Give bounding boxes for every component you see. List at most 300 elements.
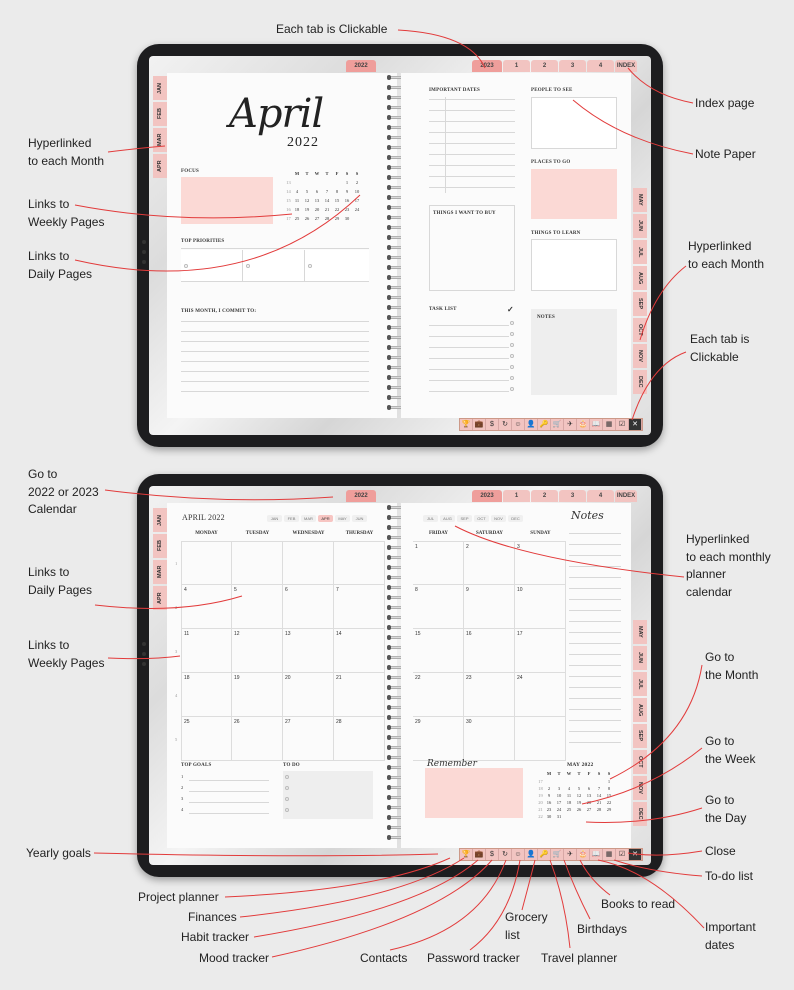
day-cell[interactable]: 23 — [546, 807, 552, 812]
day-cell[interactable]: 1 — [607, 779, 611, 784]
day-cell[interactable]: 14 — [324, 198, 330, 203]
commit-line[interactable] — [181, 391, 369, 392]
day-cell[interactable]: 30 — [344, 216, 350, 221]
day-cell[interactable] — [594, 813, 604, 820]
day-cell[interactable]: 10 — [354, 189, 360, 194]
habit-icon[interactable]: ↻ — [499, 849, 512, 860]
tab-2022[interactable]: 2022 — [346, 60, 376, 72]
notes-line[interactable] — [569, 643, 621, 644]
tab-3[interactable]: 3 — [559, 60, 586, 72]
tab-2023[interactable]: 2023 — [472, 490, 502, 502]
day-cell[interactable]: 1 — [345, 180, 349, 185]
month-chip-jun[interactable]: JUN — [352, 515, 367, 522]
day-cell[interactable] — [334, 541, 385, 585]
day-cell[interactable] — [292, 178, 302, 187]
screen — [149, 56, 651, 435]
day-cell[interactable]: 17 — [515, 629, 566, 673]
annotation-todo-list: To-do list — [705, 869, 754, 883]
month-chip-dec[interactable]: DEC — [508, 515, 523, 522]
day-cell[interactable]: 25 — [566, 807, 572, 812]
goal-number: 1 — [181, 774, 184, 779]
remember-box[interactable] — [425, 768, 523, 818]
task-checkbox[interactable] — [510, 387, 514, 391]
day-cell[interactable]: 30 — [546, 814, 552, 819]
task-checkbox[interactable] — [510, 365, 514, 369]
notes-line[interactable] — [569, 599, 621, 600]
tab-jan[interactable]: JAN — [153, 76, 167, 100]
tab-jan[interactable]: JAN — [153, 508, 167, 532]
notes-line[interactable] — [569, 720, 621, 721]
things-learn-box[interactable] — [531, 239, 617, 291]
tab-2[interactable]: 2 — [531, 490, 558, 502]
day-cell[interactable]: 13 — [283, 629, 334, 673]
day-cell[interactable]: 9 — [547, 793, 551, 798]
tab-apr[interactable]: APR — [153, 586, 167, 610]
tab-1[interactable]: 1 — [503, 490, 530, 502]
day-cell[interactable] — [515, 717, 566, 761]
day-cell[interactable]: 17 — [556, 800, 562, 805]
day-cell[interactable]: 4 — [567, 786, 571, 791]
trophy-icon[interactable]: 🏆 — [460, 419, 473, 430]
week-number[interactable]: 20 — [538, 800, 543, 805]
task-checkbox[interactable] — [510, 332, 514, 336]
day-cell[interactable] — [332, 178, 342, 187]
day-cell[interactable] — [584, 813, 594, 820]
day-cell[interactable]: 28 — [334, 717, 385, 761]
day-cell[interactable] — [584, 778, 594, 785]
places-to-go-box[interactable] — [531, 169, 617, 219]
cake-icon[interactable]: 🎂 — [577, 849, 590, 860]
day-cell[interactable]: 6 — [587, 786, 591, 791]
day-cell[interactable]: 3 — [557, 786, 561, 791]
tab-3[interactable]: 3 — [559, 490, 586, 502]
notes-line[interactable] — [569, 544, 621, 545]
task-line[interactable] — [429, 336, 509, 337]
calendar-icon[interactable]: ▦ — [603, 419, 616, 430]
day-cell[interactable]: 21 — [334, 673, 385, 717]
cart-icon[interactable]: 🛒 — [551, 419, 564, 430]
month-chip-oct[interactable]: OCT — [474, 515, 489, 522]
week-number[interactable]: 5 — [175, 737, 178, 742]
week-number[interactable]: 14 — [286, 189, 291, 194]
month-chip-aug[interactable]: AUG — [440, 515, 455, 522]
day-cell[interactable] — [594, 778, 604, 785]
notes-line[interactable] — [569, 654, 621, 655]
task-line[interactable] — [429, 369, 509, 370]
book-icon[interactable]: 📖 — [590, 849, 603, 860]
day-cell[interactable]: 16 — [546, 800, 552, 805]
month-chip-may[interactable]: MAY — [335, 515, 350, 522]
day-cell[interactable]: 7 — [334, 585, 385, 629]
tab-1[interactable]: 1 — [503, 60, 530, 72]
day-cell[interactable]: 25 — [181, 717, 232, 761]
camera-dot — [142, 662, 146, 666]
commit-label: THIS MONTH, I COMMIT TO: — [181, 309, 257, 314]
day-cell[interactable]: 11 — [181, 629, 232, 673]
briefcase-icon[interactable]: 💼 — [473, 849, 486, 860]
day-cell[interactable] — [574, 813, 584, 820]
day-cell[interactable]: 29 — [413, 717, 464, 761]
week-number[interactable]: 15 — [286, 198, 291, 203]
commit-line[interactable] — [181, 341, 369, 342]
day-cell[interactable]: 5 — [305, 189, 309, 194]
tab-may[interactable]: MAY — [633, 188, 647, 212]
tab-aug[interactable]: AUG — [633, 698, 647, 722]
notes-box[interactable] — [531, 309, 617, 395]
day-cell[interactable]: 9 — [464, 585, 515, 629]
tab-4[interactable]: 4 — [587, 60, 614, 72]
day-cell[interactable]: 7 — [597, 786, 601, 791]
close-icon[interactable]: ✕ — [629, 419, 642, 430]
day-cell[interactable]: 11 — [566, 793, 572, 798]
priority-cell-2[interactable] — [243, 250, 305, 282]
goal-line[interactable] — [189, 791, 269, 792]
bottom-toolbar — [459, 848, 643, 861]
notes-line[interactable] — [569, 577, 621, 578]
day-cell[interactable]: 1 — [413, 541, 464, 585]
day-cell[interactable]: 14 — [334, 629, 385, 673]
day-cell[interactable]: 22 — [413, 673, 464, 717]
month-chip-nov[interactable]: NOV — [491, 515, 506, 522]
day-cell[interactable] — [352, 214, 362, 223]
tab-index[interactable]: INDEX — [615, 60, 637, 72]
month-chip-feb[interactable]: FEB — [284, 515, 299, 522]
commit-line[interactable] — [181, 321, 369, 322]
tab-jun[interactable]: JUN — [633, 646, 647, 670]
todo-checkbox[interactable] — [285, 775, 289, 779]
month-chip-apr[interactable]: APR — [318, 515, 333, 522]
day-cell[interactable]: 20 — [283, 673, 334, 717]
day-cell[interactable]: 2 — [547, 786, 551, 791]
day-cell[interactable]: 29 — [334, 216, 340, 221]
cake-icon[interactable]: 🎂 — [577, 419, 590, 430]
task-line[interactable] — [429, 325, 509, 326]
day-cell[interactable]: 27 — [586, 807, 592, 812]
book-icon[interactable]: 📖 — [590, 419, 603, 430]
month-title-script: April — [229, 91, 324, 137]
dollar-icon[interactable]: $ — [486, 419, 499, 430]
day-cell[interactable]: 24 — [515, 673, 566, 717]
commit-line[interactable] — [181, 331, 369, 332]
mood-icon[interactable]: ☺ — [512, 419, 525, 430]
day-cell[interactable]: 5 — [232, 585, 283, 629]
contacts-icon[interactable]: 👤 — [525, 849, 538, 860]
task-line[interactable] — [429, 380, 509, 381]
todo-checkbox[interactable] — [285, 786, 289, 790]
week-number[interactable]: 1 — [175, 561, 178, 566]
tab-aug[interactable]: AUG — [633, 266, 647, 290]
day-cell[interactable]: 4 — [181, 585, 232, 629]
day-cell[interactable]: 18 — [181, 673, 232, 717]
week-number[interactable]: 16 — [286, 207, 291, 212]
day-cell[interactable]: 13 — [586, 793, 592, 798]
task-checkbox[interactable] — [510, 376, 514, 380]
day-cell[interactable]: 14 — [596, 793, 602, 798]
priority-cell-3[interactable] — [305, 250, 369, 282]
tab-sep[interactable]: SEP — [633, 724, 647, 748]
week-number[interactable]: 13 — [286, 180, 291, 185]
notes-line[interactable] — [569, 687, 621, 688]
day-cell[interactable]: 19 — [576, 800, 582, 805]
notes-line[interactable] — [569, 555, 621, 556]
day-cell[interactable] — [302, 178, 312, 187]
mini-calendar-title[interactable]: MAY 2022 — [567, 762, 594, 768]
tab-may[interactable]: MAY — [633, 620, 647, 644]
annotation-travel-planner: Travel planner — [541, 951, 618, 965]
important-dates-label: IMPORTANT DATES — [429, 88, 481, 93]
day-cell[interactable]: 15 — [334, 198, 340, 203]
day-cell[interactable]: 21 — [324, 207, 330, 212]
left-page — [167, 503, 397, 848]
todo-checkbox[interactable] — [285, 808, 289, 812]
date-line[interactable] — [429, 132, 515, 133]
tab-feb[interactable]: FEB — [153, 534, 167, 558]
tab-jun[interactable]: JUN — [633, 214, 647, 238]
day-cell[interactable]: 27 — [314, 216, 320, 221]
day-cell[interactable]: 10 — [556, 793, 562, 798]
goal-line[interactable] — [189, 813, 269, 814]
tab-nov[interactable]: NOV — [633, 776, 647, 800]
day-cell[interactable]: 17 — [354, 198, 360, 203]
tab-2023[interactable]: 2023 — [472, 60, 502, 72]
tab-2[interactable]: 2 — [531, 60, 558, 72]
day-cell[interactable]: 12 — [576, 793, 582, 798]
focus-label: FOCUS — [181, 169, 199, 174]
checkbox[interactable] — [246, 264, 250, 268]
checkbox[interactable] — [184, 264, 188, 268]
tab-2022[interactable]: 2022 — [346, 490, 376, 502]
commit-line[interactable] — [181, 381, 369, 382]
cart-icon[interactable]: 🛒 — [551, 849, 564, 860]
day-cell[interactable]: 3 — [515, 541, 566, 585]
day-cell[interactable]: 21 — [596, 800, 602, 805]
tab-dec[interactable]: DEC — [633, 802, 647, 826]
day-cell[interactable]: 19 — [232, 673, 283, 717]
tab-oct[interactable]: OCT — [633, 318, 647, 342]
notes-line[interactable] — [569, 665, 621, 666]
week-number[interactable]: 19 — [538, 793, 543, 798]
checklist-icon[interactable]: ☑ — [616, 849, 629, 860]
todo-checkbox[interactable] — [285, 797, 289, 801]
day-header: S — [607, 771, 611, 776]
people-to-see-box[interactable] — [531, 97, 617, 149]
week-number[interactable]: 17 — [538, 779, 543, 784]
divider — [181, 248, 369, 249]
day-cell[interactable] — [544, 778, 554, 785]
task-checkbox[interactable] — [510, 343, 514, 347]
mini-calendar-april — [285, 169, 362, 223]
plane-icon[interactable]: ✈ — [564, 419, 577, 430]
commit-line[interactable] — [181, 361, 369, 362]
month-chip-jan[interactable]: JAN — [267, 515, 282, 522]
day-cell[interactable]: 13 — [314, 198, 320, 203]
day-cell[interactable]: 22 — [334, 207, 340, 212]
day-cell[interactable]: 31 — [556, 814, 562, 819]
calendar-icon[interactable]: ▦ — [603, 849, 616, 860]
day-cell[interactable]: 5 — [577, 786, 581, 791]
day-cell[interactable]: 10 — [515, 585, 566, 629]
day-cell[interactable] — [312, 178, 322, 187]
day-cell[interactable]: 27 — [283, 717, 334, 761]
tab-oct[interactable]: OCT — [633, 750, 647, 774]
day-cell[interactable]: 20 — [586, 800, 592, 805]
task-line[interactable] — [429, 391, 509, 392]
tab-sep[interactable]: SEP — [633, 292, 647, 316]
tab-mar[interactable]: MAR — [153, 560, 167, 584]
checkbox[interactable] — [308, 264, 312, 268]
checklist-icon[interactable]: ☑ — [616, 419, 629, 430]
close-icon[interactable]: ✕ — [629, 849, 642, 860]
day-cell[interactable]: 7 — [325, 189, 329, 194]
notes-line[interactable] — [569, 698, 621, 699]
day-header-monday: MONDAY — [195, 531, 218, 536]
day-cell[interactable]: 30 — [464, 717, 515, 761]
tab-mar[interactable]: MAR — [153, 128, 167, 152]
notes-line[interactable] — [569, 632, 621, 633]
notes-line[interactable] — [569, 610, 621, 611]
tab-index[interactable]: INDEX — [615, 490, 637, 502]
notes-line[interactable] — [569, 731, 621, 732]
date-line[interactable] — [429, 143, 515, 144]
todo-box[interactable] — [283, 771, 373, 819]
priority-cell-1[interactable] — [181, 250, 243, 282]
day-cell[interactable] — [181, 541, 232, 585]
day-cell[interactable]: 15 — [606, 793, 612, 798]
day-cell[interactable]: 26 — [232, 717, 283, 761]
day-cell[interactable] — [564, 813, 574, 820]
tab-jul[interactable]: JUL — [633, 240, 647, 264]
day-cell[interactable]: 20 — [314, 207, 320, 212]
contacts-icon[interactable]: 👤 — [525, 419, 538, 430]
notes-line[interactable] — [569, 676, 621, 677]
task-line[interactable] — [429, 358, 509, 359]
day-cell[interactable]: 12 — [304, 198, 310, 203]
date-line[interactable] — [429, 165, 515, 166]
left-page — [167, 73, 397, 418]
day-cell[interactable]: 4 — [295, 189, 299, 194]
goal-line[interactable] — [189, 780, 269, 781]
day-cell[interactable]: 18 — [294, 207, 300, 212]
week-number[interactable]: 4 — [175, 693, 178, 698]
notes-line[interactable] — [569, 742, 621, 743]
week-number[interactable]: 22 — [538, 814, 543, 819]
day-cell[interactable]: 16 — [344, 198, 350, 203]
day-cell[interactable]: 8 — [607, 786, 611, 791]
task-line[interactable] — [429, 347, 509, 348]
date-line[interactable] — [429, 154, 515, 155]
day-cell[interactable] — [564, 778, 574, 785]
dollar-icon[interactable]: $ — [486, 849, 499, 860]
mood-icon[interactable]: ☺ — [512, 849, 525, 860]
day-cell[interactable]: 23 — [344, 207, 350, 212]
habit-icon[interactable]: ↻ — [499, 419, 512, 430]
notes-line[interactable] — [569, 533, 621, 534]
day-cell[interactable]: 18 — [566, 800, 572, 805]
day-cell[interactable]: 16 — [464, 629, 515, 673]
day-cell[interactable]: 24 — [556, 807, 562, 812]
date-line[interactable] — [429, 121, 515, 122]
notes-line[interactable] — [569, 709, 621, 710]
tab-nov[interactable]: NOV — [633, 344, 647, 368]
goal-number: 3 — [181, 796, 184, 801]
day-cell[interactable]: 19 — [304, 207, 310, 212]
date-line[interactable] — [429, 176, 515, 177]
day-cell[interactable]: 9 — [345, 189, 349, 194]
tab-apr[interactable]: APR — [153, 154, 167, 178]
day-cell[interactable] — [604, 813, 614, 820]
commit-line[interactable] — [181, 371, 369, 372]
day-cell[interactable] — [322, 178, 332, 187]
day-cell[interactable]: 24 — [354, 207, 360, 212]
notes-line[interactable] — [569, 566, 621, 567]
day-cell[interactable]: 26 — [304, 216, 310, 221]
goal-line[interactable] — [189, 802, 269, 803]
key-icon[interactable]: 🔑 — [538, 849, 551, 860]
focus-box[interactable] — [181, 177, 273, 224]
tab-feb[interactable]: FEB — [153, 102, 167, 126]
day-cell[interactable]: 15 — [413, 629, 464, 673]
day-cell[interactable]: 12 — [232, 629, 283, 673]
week-number[interactable]: 18 — [538, 786, 543, 791]
commit-line[interactable] — [181, 351, 369, 352]
day-cell[interactable]: 11 — [294, 198, 300, 203]
key-icon[interactable]: 🔑 — [538, 419, 551, 430]
day-header: W — [314, 171, 320, 176]
week-number[interactable]: 21 — [538, 807, 543, 812]
date-line[interactable] — [429, 99, 515, 100]
day-cell[interactable] — [554, 778, 564, 785]
week-number[interactable]: 2 — [175, 605, 178, 610]
tab-dec[interactable]: DEC — [633, 370, 647, 394]
day-cell[interactable]: 6 — [283, 585, 334, 629]
day-cell[interactable]: 2 — [464, 541, 515, 585]
things-want-box[interactable] — [429, 205, 515, 291]
day-cell[interactable]: 28 — [324, 216, 330, 221]
day-cell[interactable]: 8 — [335, 189, 339, 194]
task-checkbox[interactable] — [510, 354, 514, 358]
task-checkbox[interactable] — [510, 321, 514, 325]
notes-line[interactable] — [569, 621, 621, 622]
day-cell[interactable] — [283, 541, 334, 585]
week-number[interactable]: 17 — [286, 216, 291, 221]
day-cell[interactable]: 25 — [294, 216, 300, 221]
month-chip-sep[interactable]: SEP — [457, 515, 472, 522]
notes-line[interactable] — [569, 588, 621, 589]
trophy-icon[interactable]: 🏆 — [460, 849, 473, 860]
day-cell[interactable]: 29 — [606, 807, 612, 812]
day-header: M — [546, 771, 552, 776]
annotation-links-weekly-2: Links to Weekly Pages — [28, 638, 105, 670]
day-cell[interactable]: 28 — [596, 807, 602, 812]
day-cell[interactable]: 8 — [413, 585, 464, 629]
week-number[interactable]: 3 — [175, 649, 178, 654]
day-cell[interactable]: 6 — [315, 189, 319, 194]
month-chip-jul[interactable]: JUL — [423, 515, 438, 522]
day-cell[interactable] — [232, 541, 283, 585]
day-cell[interactable]: 23 — [464, 673, 515, 717]
tab-4[interactable]: 4 — [587, 490, 614, 502]
day-cell[interactable]: 22 — [606, 800, 612, 805]
month-chip-mar[interactable]: MAR — [301, 515, 316, 522]
plane-icon[interactable]: ✈ — [564, 849, 577, 860]
tab-jul[interactable]: JUL — [633, 672, 647, 696]
briefcase-icon[interactable]: 💼 — [473, 419, 486, 430]
day-cell[interactable] — [574, 778, 584, 785]
date-line[interactable] — [429, 187, 515, 188]
day-cell[interactable]: 2 — [355, 180, 359, 185]
day-cell[interactable]: 26 — [576, 807, 582, 812]
date-line[interactable] — [429, 110, 515, 111]
